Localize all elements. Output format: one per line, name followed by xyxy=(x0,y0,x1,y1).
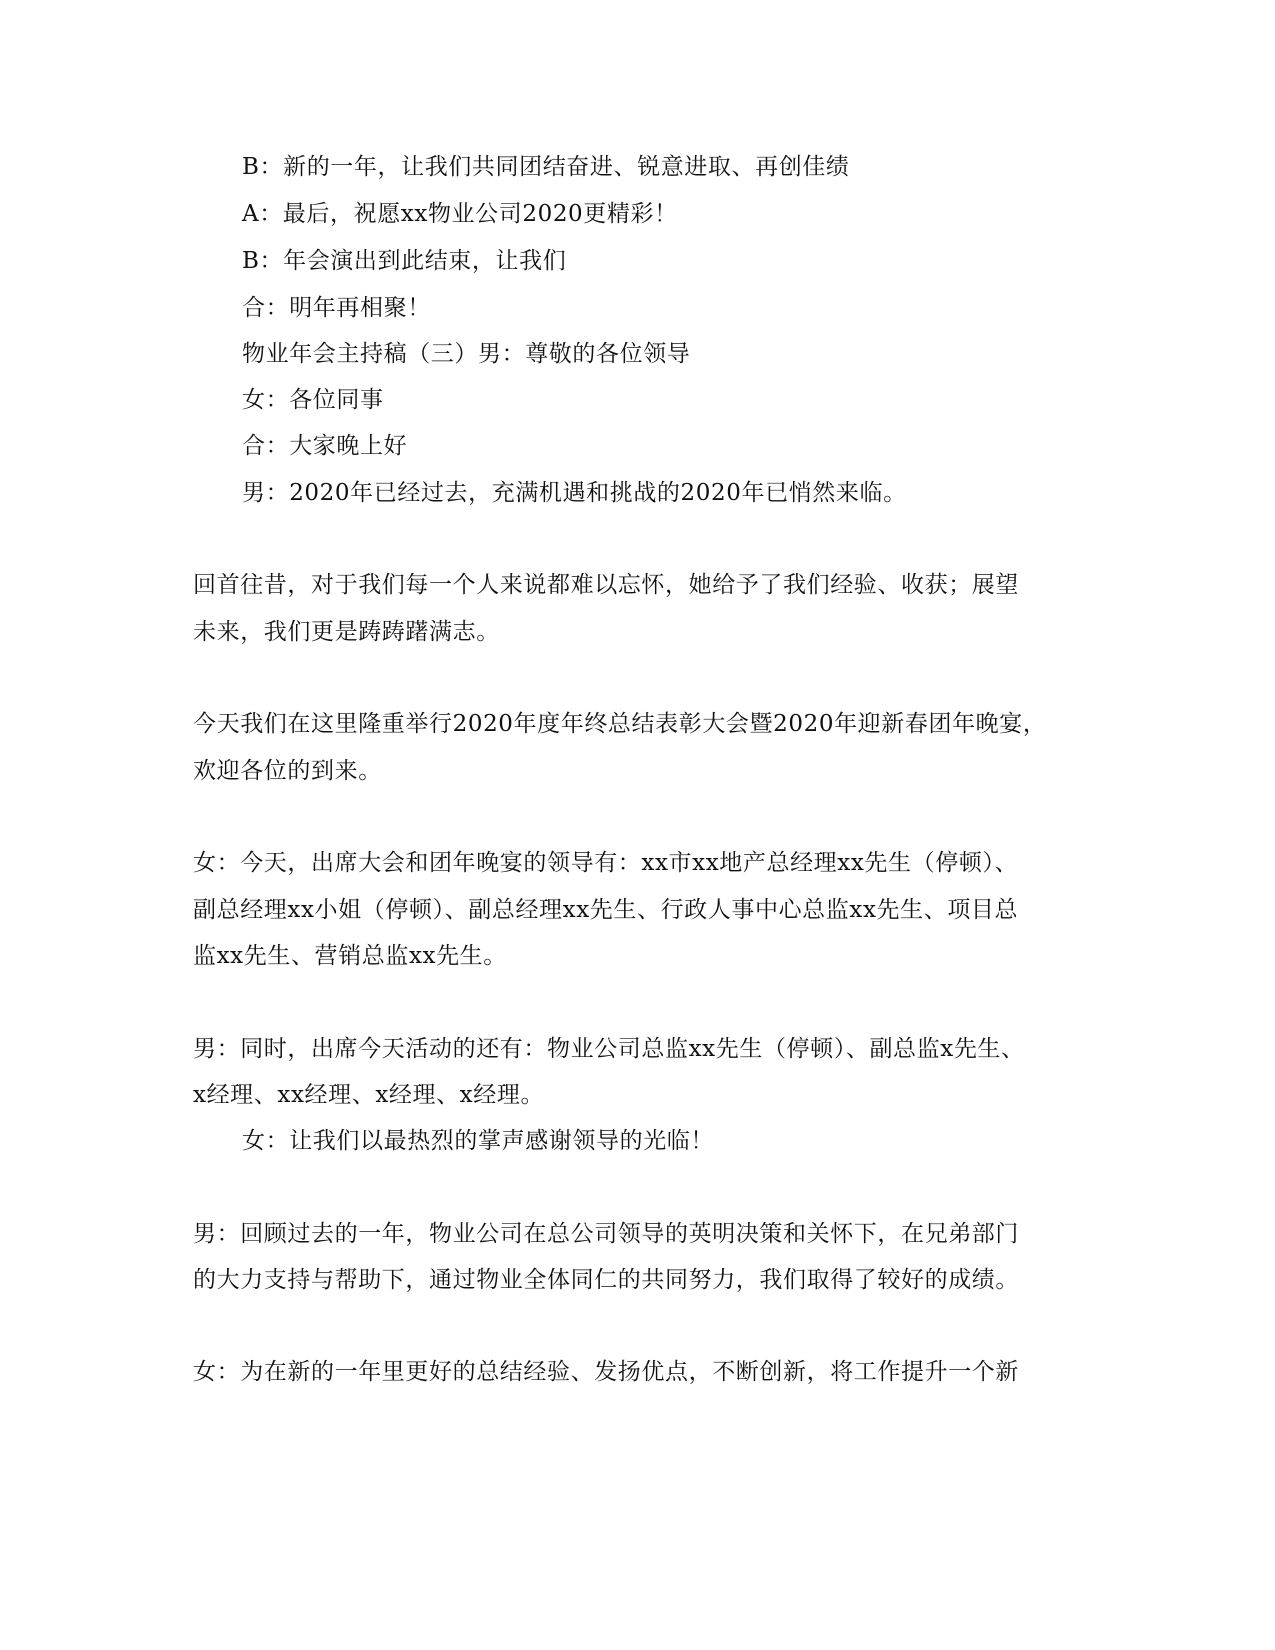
dialogue-line: A：最后，祝愿xx物业公司2020更精彩！ xyxy=(242,201,678,227)
dialogue-line: 女：让我们以最热烈的掌声感谢领导的光临！ xyxy=(242,1128,714,1154)
dialogue-line: B：新的一年，让我们共同团结奋进、锐意进取、再创佳绩 xyxy=(242,154,850,180)
dialogue-line: 男：2020年已经过去，充满机遇和挑战的2020年已悄然来临。 xyxy=(242,480,907,506)
dialogue-line: 合：明年再相聚！ xyxy=(242,295,431,321)
paragraph-line: 副总经理xx小姐（停顿）、副总经理xx先生、行政人事中心总监xx先生、项目总 xyxy=(193,897,1019,923)
paragraph-line: 欢迎各位的到来。 xyxy=(193,758,382,784)
paragraph-line: x经理、xx经理、x经理、x经理。 xyxy=(193,1082,545,1108)
paragraph-line: 女：为在新的一年里更好的总结经验、发扬优点，不断创新，将工作提升一个新 xyxy=(193,1359,1019,1385)
dialogue-line: 合：大家晚上好 xyxy=(242,433,408,459)
dialogue-line: B：年会演出到此结束，让我们 xyxy=(242,248,567,274)
section-heading-line: 物业年会主持稿（三）男：尊敬的各位领导 xyxy=(242,341,691,367)
paragraph-line: 男：回顾过去的一年，物业公司在总公司领导的英明决策和关怀下，在兄弟部门 xyxy=(193,1221,1019,1247)
dialogue-line: 女：各位同事 xyxy=(242,387,384,413)
paragraph-line: 未来，我们更是踌踌躇满志。 xyxy=(193,619,500,645)
paragraph-line: 回首往昔，对于我们每一个人来说都难以忘怀，她给予了我们经验、收获；展望 xyxy=(193,572,1019,598)
paragraph-line: 的大力支持与帮助下，通过物业全体同仁的共同努力，我们取得了较好的成绩。 xyxy=(193,1267,1019,1293)
paragraph-line: 今天我们在这里隆重举行2020年度年终总结表彰大会暨2020年迎新春团年晚宴， xyxy=(193,711,1047,737)
paragraph-line: 监xx先生、营销总监xx先生。 xyxy=(193,943,507,969)
paragraph-line: 男：同时，出席今天活动的还有：物业公司总监xx先生（停顿）、副总监x先生、 xyxy=(193,1036,1025,1062)
paragraph-line: 女：今天，出席大会和团年晚宴的领导有：xx市xx地产总经理xx先生（停顿）、 xyxy=(193,850,1019,876)
